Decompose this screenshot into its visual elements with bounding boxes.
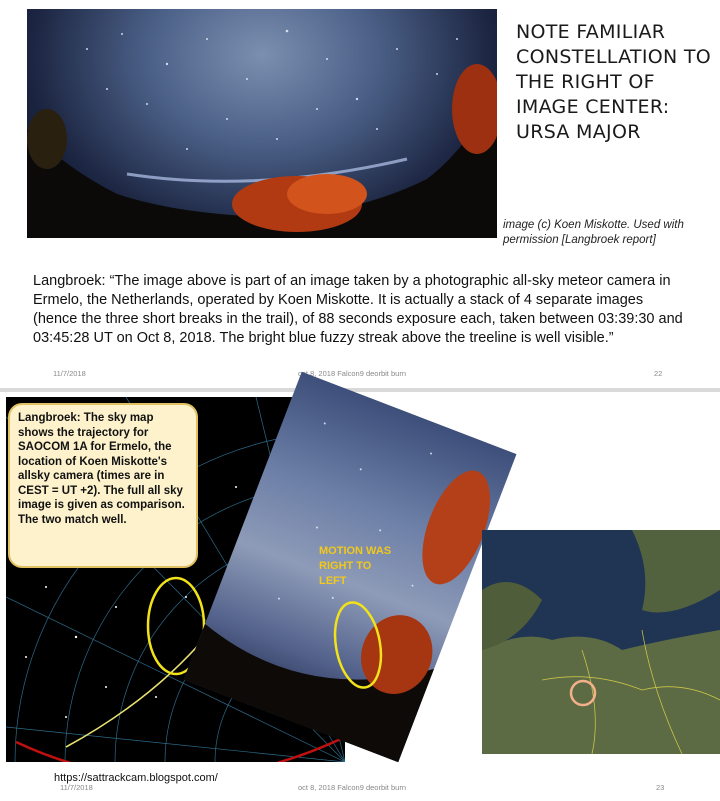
europe-map (482, 530, 720, 754)
footer-page: 22 (654, 369, 663, 378)
footer-date-2: 11/7/2018 (60, 783, 93, 792)
langbroek-quote: Langbroek: “The image above is part of an image taken by a photographic all-sky meteor camera in Ermelo, the Netherlands, operated by Koen Miskotte. It is actually a stack of 4 separate images (hence the three short breaks in the trail), of 88 seconds exposure each, taken between 03:39:30 and 03:45:28 UT on Oct 8, 2018. The bright blue fuzzy streak above the treeline is well visible.” (33, 273, 683, 346)
footer-title: oct 8, 2018 Falcon9 deorbit burn (298, 369, 406, 378)
footer-date: 11/7/2018 (53, 369, 86, 378)
allsky-photo (27, 9, 497, 238)
slide-22 (0, 0, 720, 388)
note-heading: NOTE FAMILIAR CONSTELLATION TO THE RIGHT OF IMAGE CENTER: URSA MAJOR (516, 21, 712, 143)
motion-label: MOTION WAS RIGHT TO LEFT (319, 545, 392, 587)
image-credit: image (c) Koen Miskotte. Used with permission [Langbroek report] (503, 219, 684, 246)
slide-23 (0, 392, 720, 801)
blog-url[interactable]: https://sattrackcam.blogspot.com/ (54, 772, 218, 784)
motion-highlight-ellipse (328, 597, 398, 697)
footer-title-2: oct 8, 2018 Falcon9 deorbit burn (298, 783, 406, 792)
footer-page-2: 23 (656, 783, 665, 792)
callout-box: Langbroek: The sky map shows the trajectory for SAOCOM 1A for Ermelo, the location of Koen Miskotte's allsky camera (times are in CEST = UT +2). The full all sky image is given as comparison. The two match well. (8, 403, 198, 568)
